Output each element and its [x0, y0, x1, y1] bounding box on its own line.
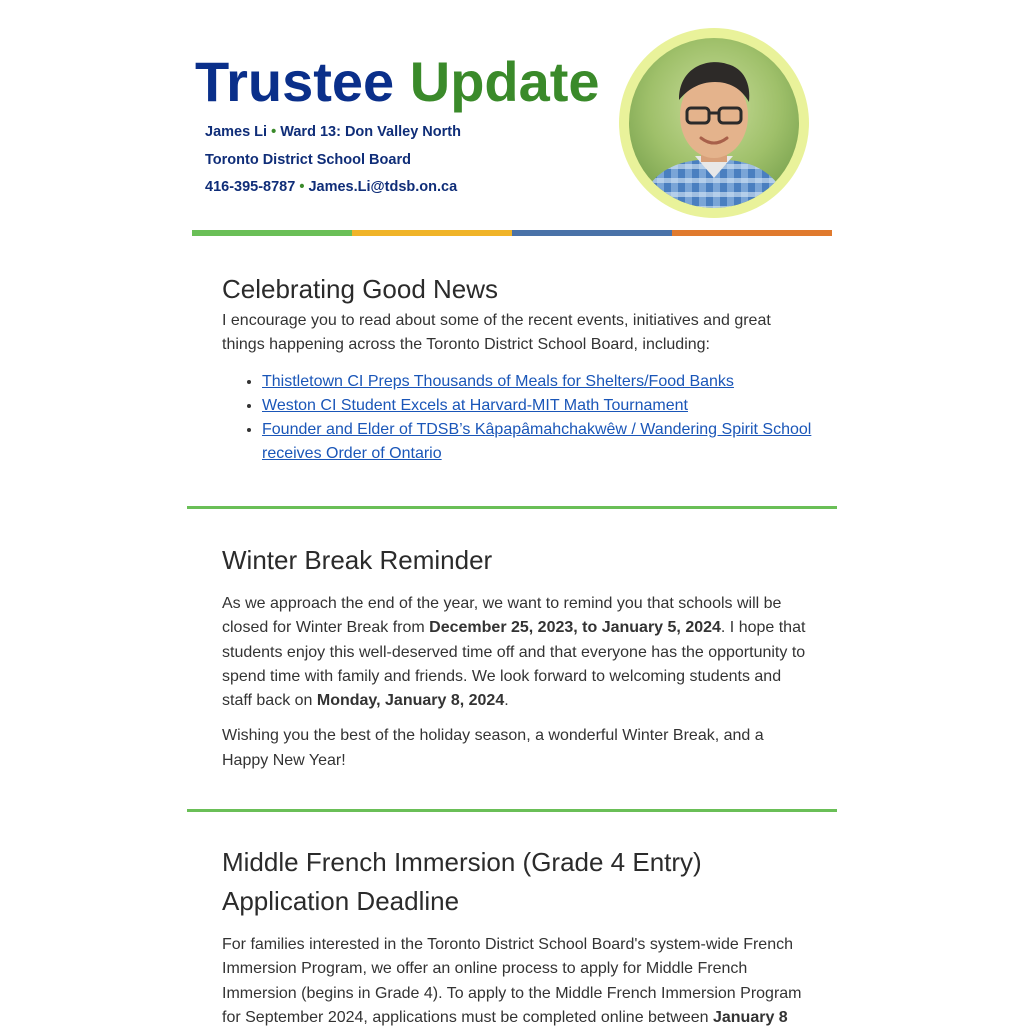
section-divider: [187, 506, 837, 509]
news-link-wandering-spirit[interactable]: Founder and Elder of TDSB’s Kâpapâmahchakwêw / Wandering Spirit School receives Order of Ontario: [262, 420, 812, 462]
color-bar-yellow: [352, 230, 512, 236]
trustee-name: James Li: [205, 124, 268, 140]
winter-break-paragraph: [222, 592, 812, 713]
phone-number: 416-395-8787: [205, 179, 296, 195]
break-dates: December 25, 2023, to January 5, 2024: [429, 619, 721, 637]
contact-line-1: [205, 120, 461, 148]
section-winter-break: [222, 541, 812, 773]
section-divider: [187, 809, 837, 812]
section-heading: Celebrating Good News: [222, 274, 499, 304]
list-item: [262, 394, 812, 418]
section-heading: Middle French Immersion (Grade 4 Entry) Application Deadline: [222, 847, 702, 916]
newsletter-header: [192, 24, 832, 236]
section-heading: Winter Break Reminder: [222, 545, 493, 575]
news-link-list: [222, 370, 812, 466]
list-item: [262, 370, 812, 394]
list-item: [262, 418, 812, 466]
portrait-icon: [629, 38, 799, 208]
trustee-photo: [629, 38, 799, 208]
board-name: Toronto District School Board: [205, 151, 411, 168]
holiday-wishes: Wishing you the best of the holiday season, a wonderful Winter Break, and a Happy New Year!: [222, 727, 764, 769]
ward-label: Ward 13: Don Valley North: [280, 124, 461, 140]
section-good-news: [222, 270, 812, 466]
text-run: . I hope that students enjoy this well-deserved time off and that everyone has the opportunity to spend time with family and friends. We look forward to welcoming students and staff back on: [222, 619, 806, 710]
application-start-date: January 8: [712, 1008, 788, 1026]
email-address: James.Li@tdsb.on.ca: [308, 179, 458, 195]
french-immersion-paragraph: [222, 933, 812, 1030]
title-update: Update: [409, 50, 600, 113]
color-bar: [192, 230, 832, 236]
newsletter-title: [195, 52, 600, 112]
color-bar-green: [192, 230, 352, 236]
color-bar-orange: [672, 230, 832, 236]
section-intro: I encourage you to read about some of the recent events, initiatives and great things happening across the Toronto District School Board, including:: [222, 312, 771, 354]
color-bar-blue: [512, 230, 672, 236]
contact-line-2: [205, 148, 461, 176]
text-run: As we approach the end of the year, we want to remind you that schools will be closed for Winter Break from: [222, 595, 782, 637]
section-french-immersion: [222, 843, 812, 1030]
return-date: Monday, January 8, 2024: [316, 692, 505, 710]
text-run: For families interested in the Toronto District School Board's system-wide French Immersion Program, we offer an online process to apply for Middle French Immersion (begins in Grade 4). To apply to the Middle French Immersion Program for September 2024, applications must be completed online between: [222, 936, 802, 1026]
avatar-ring: [619, 28, 809, 218]
separator-dot: •: [299, 179, 305, 195]
title-trustee: Trustee: [195, 50, 395, 113]
text-run: .: [504, 692, 509, 710]
news-link-thistletown[interactable]: Thistletown CI Preps Thousands of Meals for Shelters/Food Banks: [262, 372, 734, 390]
news-link-weston[interactable]: Weston CI Student Excels at Harvard-MIT Math Tournament: [262, 396, 688, 414]
contact-line-3: [205, 175, 461, 203]
trustee-contact: [205, 120, 461, 203]
separator-dot: •: [271, 124, 277, 140]
